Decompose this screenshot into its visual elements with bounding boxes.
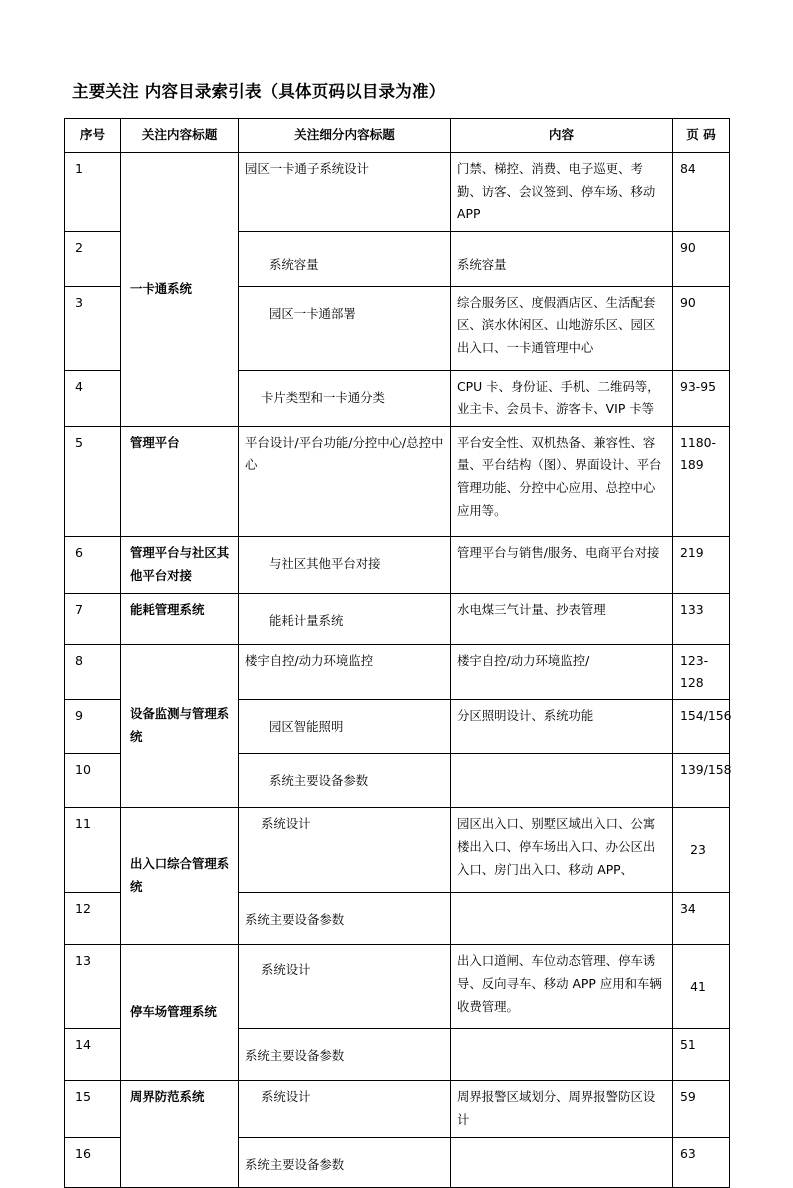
cell-content: 分区照明设计、系统功能 bbox=[451, 700, 673, 754]
cell-no: 4 bbox=[65, 370, 121, 426]
cell-no: 13 bbox=[65, 945, 121, 1029]
cell-subtitle: 园区一卡通部署 bbox=[239, 286, 451, 370]
cell-no: 2 bbox=[65, 231, 121, 286]
table-row bbox=[65, 644, 730, 700]
column-header-page: 页 码 bbox=[673, 119, 730, 153]
column-header-category: 关注内容标题 bbox=[121, 119, 239, 153]
cell-subtitle: 系统主要设备参数 bbox=[239, 1029, 451, 1081]
cell-page: 84 bbox=[673, 153, 730, 232]
cell-subtitle: 系统主要设备参数 bbox=[239, 893, 451, 945]
cell-subtitle: 园区智能照明 bbox=[239, 700, 451, 754]
cell-content: 水电煤三气计量、抄表管理 bbox=[451, 593, 673, 644]
cell-page: 93-95 bbox=[673, 370, 730, 426]
cell-content: 楼宇自控/动力环境监控/ bbox=[451, 644, 673, 700]
cell-no: 9 bbox=[65, 700, 121, 754]
cell-content: 门禁、梯控、消费、电子巡更、考勤、访客、会议签到、停车场、移动 APP bbox=[451, 153, 673, 232]
cell-page: 23 bbox=[673, 808, 730, 893]
cell-no: 7 bbox=[65, 593, 121, 644]
cell-page: 139/158 bbox=[673, 754, 730, 808]
cell-page: 123-128 bbox=[673, 644, 730, 700]
table-row bbox=[65, 593, 730, 644]
cell-subtitle: 系统主要设备参数 bbox=[239, 754, 451, 808]
cell-no: 1 bbox=[65, 153, 121, 232]
cell-no: 12 bbox=[65, 893, 121, 945]
column-header-content: 内容 bbox=[451, 119, 673, 153]
cell-category: 能耗管理系统 bbox=[121, 593, 239, 644]
cell-subtitle: 系统设计 bbox=[239, 945, 451, 1029]
table-row bbox=[65, 153, 730, 232]
column-header-no: 序号 bbox=[65, 119, 121, 153]
cell-content: 周界报警区域划分、周界报警防区设计 bbox=[451, 1081, 673, 1137]
cell-subtitle: 系统容量 bbox=[239, 231, 451, 286]
table-row bbox=[65, 808, 730, 893]
cell-page: 41 bbox=[673, 945, 730, 1029]
cell-no: 16 bbox=[65, 1137, 121, 1187]
page-title: 主要关注 内容目录索引表（具体页码以目录为准） bbox=[72, 82, 446, 101]
cell-category: 停车场管理系统 bbox=[121, 945, 239, 1081]
cell-page: 133 bbox=[673, 593, 730, 644]
cell-content bbox=[451, 1137, 673, 1187]
table-header bbox=[65, 119, 730, 153]
table-body bbox=[65, 153, 730, 1188]
cell-no: 3 bbox=[65, 286, 121, 370]
cell-subtitle: 平台设计/平台功能/分控中心/总控中心 bbox=[239, 426, 451, 536]
cell-category: 周界防范系统 bbox=[121, 1081, 239, 1187]
cell-content bbox=[451, 1029, 673, 1081]
cell-content: 管理平台与销售/服务、电商平台对接 bbox=[451, 536, 673, 593]
cell-content: CPU 卡、身份证、手机、二维码等，业主卡、会员卡、游客卡、VIP 卡等 bbox=[451, 370, 673, 426]
cell-page: 154/156 bbox=[673, 700, 730, 754]
table-row bbox=[65, 1081, 730, 1137]
cell-page: 90 bbox=[673, 286, 730, 370]
cell-no: 11 bbox=[65, 808, 121, 893]
cell-subtitle: 与社区其他平台对接 bbox=[239, 536, 451, 593]
cell-content: 综合服务区、度假酒店区、生活配套区、滨水休闲区、山地游乐区、园区出入口、一卡通管理中心 bbox=[451, 286, 673, 370]
cell-no: 14 bbox=[65, 1029, 121, 1081]
table-header-row bbox=[65, 119, 730, 153]
cell-subtitle: 系统设计 bbox=[239, 1081, 451, 1137]
cell-no: 5 bbox=[65, 426, 121, 536]
cell-subtitle: 园区一卡通子系统设计 bbox=[239, 153, 451, 232]
content-index-table bbox=[64, 118, 730, 1188]
cell-content: 平台安全性、双机热备、兼容性、容量、平台结构（图）、界面设计、平台管理功能、分控中心应用、总控中心应用等。 bbox=[451, 426, 673, 536]
table-row bbox=[65, 426, 730, 536]
cell-page: 90 bbox=[673, 231, 730, 286]
table-row bbox=[65, 536, 730, 593]
cell-content bbox=[451, 893, 673, 945]
cell-category: 管理平台 bbox=[121, 426, 239, 536]
cell-category: 设备监测与管理系统 bbox=[121, 644, 239, 808]
table-row bbox=[65, 945, 730, 1029]
cell-page: 63 bbox=[673, 1137, 730, 1187]
cell-page: 51 bbox=[673, 1029, 730, 1081]
cell-no: 15 bbox=[65, 1081, 121, 1137]
cell-content bbox=[451, 754, 673, 808]
cell-category: 一卡通系统 bbox=[121, 153, 239, 427]
cell-content: 系统容量 bbox=[451, 231, 673, 286]
column-header-subtitle: 关注细分内容标题 bbox=[239, 119, 451, 153]
cell-no: 10 bbox=[65, 754, 121, 808]
cell-content: 园区出入口、别墅区域出入口、公寓楼出入口、停车场出入口、办公区出入口、房门出入口、移动 APP、 bbox=[451, 808, 673, 893]
cell-page: 59 bbox=[673, 1081, 730, 1137]
cell-page: 34 bbox=[673, 893, 730, 945]
cell-subtitle: 能耗计量系统 bbox=[239, 593, 451, 644]
cell-content: 出入口道闸、车位动态管理、停车诱导、反向寻车、移动 APP 应用和车辆收费管理。 bbox=[451, 945, 673, 1029]
cell-subtitle: 卡片类型和一卡通分类 bbox=[239, 370, 451, 426]
cell-page: 219 bbox=[673, 536, 730, 593]
cell-subtitle: 系统主要设备参数 bbox=[239, 1137, 451, 1187]
cell-no: 6 bbox=[65, 536, 121, 593]
cell-page: 1180-189 bbox=[673, 426, 730, 536]
cell-no: 8 bbox=[65, 644, 121, 700]
cell-category: 出入口综合管理系统 bbox=[121, 808, 239, 945]
cell-subtitle: 系统设计 bbox=[239, 808, 451, 893]
cell-subtitle: 楼宇自控/动力环境监控 bbox=[239, 644, 451, 700]
cell-category: 管理平台与社区其他平台对接 bbox=[121, 536, 239, 593]
